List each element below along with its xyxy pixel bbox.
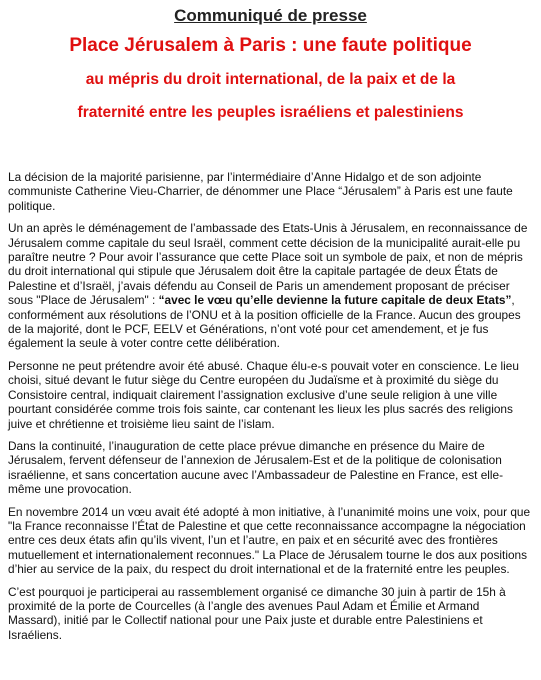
paragraph-4: Dans la continuité, l’inauguration de cette place prévue dimanche en présence du Maire de Jérusalem, fervent défenseur de l’annexion de Jérusalem-Est et de la politique de colonisation israélienne, et sans concertation aucune avec l’Ambassadeur de Palestine en France, est elle-même une provocation. [8,438,504,497]
document-subtitle-line2: fraternité entre les peuples israéliens et palestiniens [77,104,464,121]
paragraph-2-emphasis: “avec le vœu qu’elle devienne la future capitale de deux Etats” [158,293,512,308]
paragraph-1: La décision de la majorité parisienne, par l’intermédiaire d’Anne Hidalgo et de son adjointe communiste Catherine Vieu-Charrier, de dénommer une Place “Jérusalem” à Paris est une faute politique. [8,170,513,213]
document-subtitle-line1: au mépris du droit international, de la paix et de la [85,71,456,88]
paragraph-6: C’est pourquoi je participerai au rassemblement organisé ce dimanche 30 juin à partir de 15h à proximité de la porte de Courcelles (à l’angle des avenues Paul Adam et Émilie et Armand Massard), initié par le Collectif national pour une Paix juste et durable entre Palestiniens et Israéliens. [8,584,506,642]
document-kicker: Communiqué de presse [174,6,367,25]
paragraph-5: En novembre 2014 un vœu avait été adopté à mon initiative, à l’unanimité moins une voix, pour que "la France reconnaisse l’État de Palestine et que cette reconnaissance accompagne la négociation entre ces deux états afin qu’ils vivent, l’un et l’autre, en paix et en sécurité avec des frontières mutuellement et internationalement reconnues." La Place de Jérusalem tourne le dos aux positions d’hier au service de la paix, du respect du droit international et de la fraternité entre les peuples. [8,504,531,577]
document-body [8,170,534,650]
document-title: Place Jérusalem à Paris : une faute politique [69,35,472,56]
paragraph-2-part-a: Un an après le déménagement de l’ambassade des Etats-Unis à Jérusalem, en reconnaissance de Jérusalem comme capitale du seul Israël, comment cette décision de la municipalité aurait-elle pu paraître neutre ? Pour avoir l’assurance que cette Place soit un symbole de paix, et non de mépris du droit international qui stipule que Jérusalem doit être la capitale partagée de deux États de Palestine et d’Israël, j’avais défendu au Conseil de Paris un amendement proposant de préciser sous "Place de Jérusalem" : [8,221,528,308]
paragraph-3: Personne ne peut prétendre avoir été abusé. Chaque élu-e-s pouvait voter en conscience. Le lieu choisi, situé devant le futur siège du Centre européen du Judaïsme et à proximité du siège du Consistoire central, indiquait clairement l’assignation exclusive d’une seule religion à une ville pourtant considérée comme trois fois sainte, car contenant les lieux les plus sacrés des religions juive et chrétienne et troisième lieu saint de l’islam. [8,358,519,431]
paragraph-2 [8,221,534,351]
paragraph-2-part-b: , conformément aux résolutions de l’ONU et à la position officielle de la France. Aucun des groupes de la majorité, dont le PCF, EELV et Générations, n’ont voté pour cet amendement, et je fus également la seule à voter contre cette délibération. [8,293,521,351]
